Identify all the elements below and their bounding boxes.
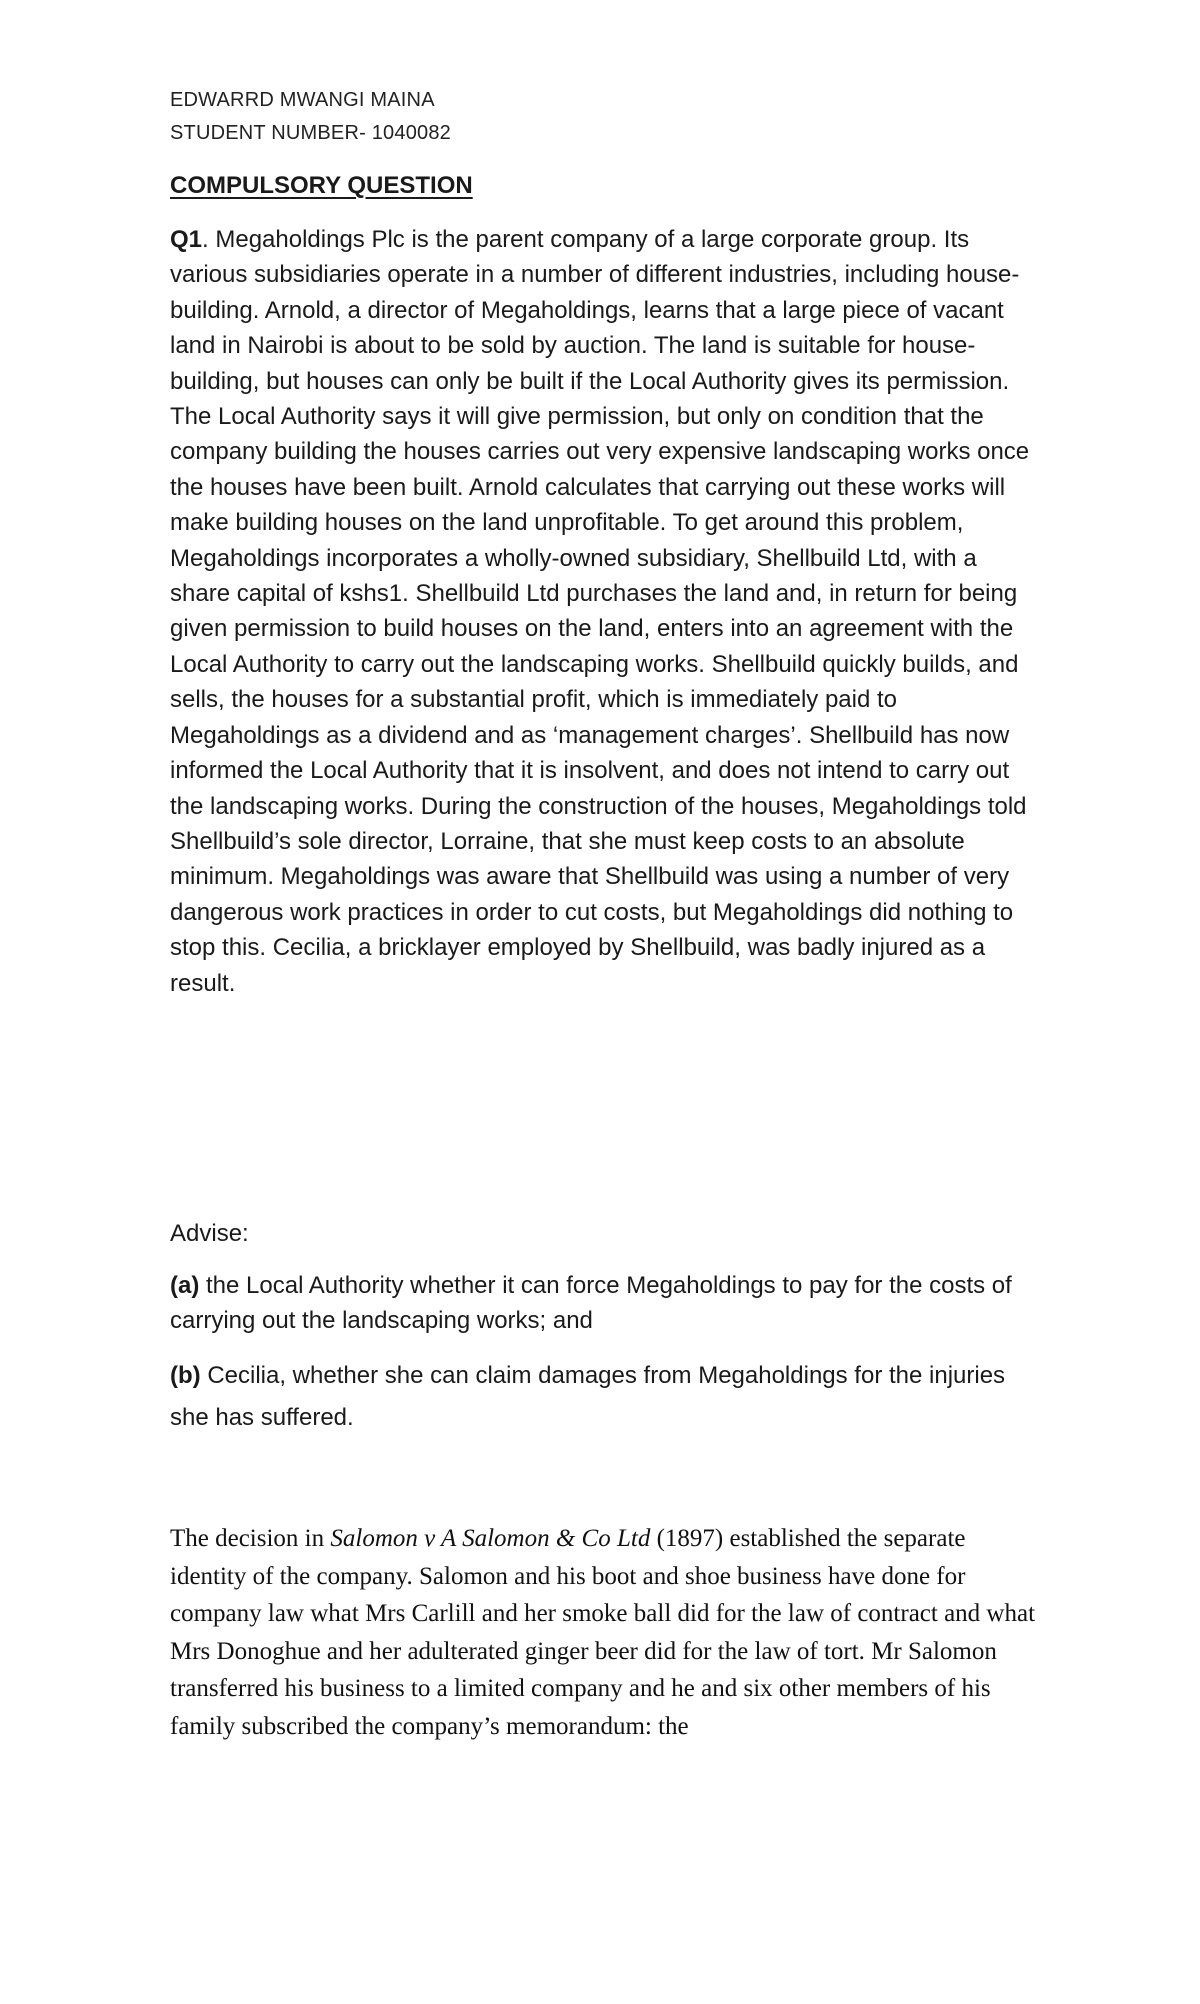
part-b-label: (b) xyxy=(170,1362,201,1389)
advise-part-b xyxy=(170,1355,1040,1439)
question-paragraph xyxy=(170,222,1040,1001)
advise-heading: Advise: xyxy=(170,1220,249,1247)
part-a-label: (a) xyxy=(170,1272,200,1299)
case-name: Salomon v A Salomon & Co Ltd xyxy=(330,1525,651,1552)
student-name: EDWARRD MWANGI MAINA xyxy=(170,89,435,111)
section-title: COMPULSORY QUESTION xyxy=(170,172,473,199)
part-a-text: the Local Authority whether it can force Megaholdings to pay for the costs of carrying out the landscaping works; and xyxy=(170,1272,1012,1334)
answer-paragraph xyxy=(170,1520,1040,1745)
answer-body: (1897) established the separate identity of the company. Salomon and his boot and shoe business have done for company law what Mrs Carlill and her smoke ball did for the law of contract and what Mrs Donoghue and her adulterated ginger beer did for the law of tort. Mr Salomon transferred his business to a limited company and he and six other members of his family subscribed the company’s memorandum: the xyxy=(170,1525,1036,1740)
question-text: . Megaholdings Plc is the parent company of a large corporate group. Its various subsidiaries operate in a number of different industries, including house-building. Arnold, a director of Megaholdings, learns that a large piece of vacant land in Nairobi is about to be sold by auction. The land is suitable for house-building, but houses can only be built if the Local Authority gives its permission. The Local Authority says it will give permission, but only on condition that the company building the houses carries out very expensive landscaping works once the houses have been built. Arnold calculates that carrying out these works will make building houses on the land unprofitable. To get around this problem, Megaholdings incorporates a wholly-owned subsidiary, Shellbuild Ltd, with a share capital of kshs1. Shellbuild Ltd purchases the land and, in return for being given permission to build houses on the land, enters into an agreement with the Local Authority to carry out the landscaping works. Shellbuild quickly builds, and sells, the houses for a substantial profit, which is immediately paid to Megaholdings as a dividend and as ‘management charges’. Shellbuild has now informed the Local Authority that it is insolvent, and does not intend to carry out the landscaping works. During the construction of the houses, Megaholdings told Shellbuild’s sole director, Lorraine, that she must keep costs to an absolute minimum. Megaholdings was aware that Shellbuild was using a number of very dangerous work practices in order to cut costs, but Megaholdings did nothing to stop this. Cecilia, a bricklayer employed by Shellbuild, was badly injured as a result. xyxy=(170,226,1030,997)
part-b-text: Cecilia, whether she can claim damages from Megaholdings for the injuries she has suffered. xyxy=(170,1362,1006,1431)
question-label: Q1 xyxy=(170,226,203,253)
answer-intro: The decision in xyxy=(170,1525,331,1552)
student-number: STUDENT NUMBER- 1040082 xyxy=(170,122,451,144)
advise-part-a xyxy=(170,1268,1040,1338)
